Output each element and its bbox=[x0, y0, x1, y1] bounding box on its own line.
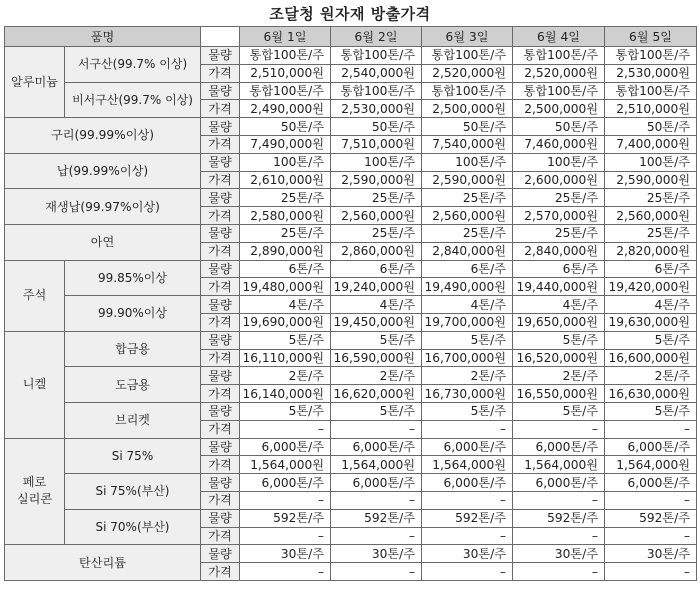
kind-label: 물량 bbox=[201, 438, 240, 456]
quantity-cell: 통합100톤/주 bbox=[331, 47, 422, 65]
kind-label: 가격 bbox=[201, 207, 240, 225]
quantity-cell: 25톤/주 bbox=[422, 189, 513, 207]
kind-label: 물량 bbox=[201, 509, 240, 527]
quantity-cell: 6톤/주 bbox=[605, 260, 697, 278]
kind-label: 가격 bbox=[201, 491, 240, 509]
price-cell: – bbox=[605, 563, 697, 581]
price-cell: – bbox=[240, 563, 331, 581]
quantity-cell: 25톤/주 bbox=[513, 189, 605, 207]
price-cell: 2,590,000원 bbox=[605, 171, 697, 189]
quantity-cell: 통합100톤/주 bbox=[513, 47, 605, 65]
quantity-cell: 25톤/주 bbox=[240, 189, 331, 207]
quantity-cell: 25톤/주 bbox=[240, 224, 331, 242]
sub-item-label: 99.90%이상 bbox=[65, 296, 201, 332]
price-cell: – bbox=[422, 527, 513, 545]
quantity-cell: 100톤/주 bbox=[605, 153, 697, 171]
price-cell: 2,500,000원 bbox=[422, 100, 513, 118]
price-cell: 2,890,000원 bbox=[240, 242, 331, 260]
quantity-cell: 2톤/주 bbox=[422, 367, 513, 385]
kind-label: 물량 bbox=[201, 367, 240, 385]
price-cell: – bbox=[513, 563, 605, 581]
sub-item-label: Si 75% bbox=[65, 438, 201, 474]
price-cell: 7,510,000원 bbox=[331, 135, 422, 153]
quantity-cell: 50톤/주 bbox=[422, 118, 513, 136]
price-cell: 2,530,000원 bbox=[605, 64, 697, 82]
quantity-cell: 6,000톤/주 bbox=[513, 474, 605, 492]
quantity-cell: 통합100톤/주 bbox=[240, 47, 331, 65]
price-cell: – bbox=[605, 420, 697, 438]
price-cell: 2,500,000원 bbox=[513, 100, 605, 118]
price-cell: – bbox=[422, 563, 513, 581]
price-cell: 19,700,000원 bbox=[422, 313, 513, 331]
quantity-cell: 4톤/주 bbox=[331, 296, 422, 314]
quantity-cell: 25톤/주 bbox=[605, 224, 697, 242]
kind-header bbox=[201, 27, 240, 47]
kind-label: 물량 bbox=[201, 118, 240, 136]
price-cell: 2,530,000원 bbox=[331, 100, 422, 118]
quantity-cell: 592톤/주 bbox=[331, 509, 422, 527]
date-header: 6월 3일 bbox=[422, 27, 513, 47]
item-label: 구리(99.99%이상) bbox=[5, 118, 201, 154]
group-label: 주석 bbox=[5, 260, 65, 331]
price-cell: 16,550,000원 bbox=[513, 385, 605, 403]
price-cell: 1,564,000원 bbox=[513, 456, 605, 474]
table-row bbox=[5, 367, 697, 385]
table-row bbox=[5, 509, 697, 527]
price-cell: – bbox=[513, 420, 605, 438]
quantity-cell: 통합100톤/주 bbox=[605, 47, 697, 65]
quantity-cell: 25톤/주 bbox=[513, 224, 605, 242]
quantity-cell: 4톤/주 bbox=[605, 296, 697, 314]
table-row bbox=[5, 260, 697, 278]
quantity-cell: 5톤/주 bbox=[331, 331, 422, 349]
date-header: 6월 1일 bbox=[240, 27, 331, 47]
quantity-cell: 30톤/주 bbox=[331, 545, 422, 563]
quantity-cell: 25톤/주 bbox=[331, 189, 422, 207]
quantity-cell: 통합100톤/주 bbox=[422, 47, 513, 65]
quantity-cell: 4톤/주 bbox=[513, 296, 605, 314]
price-cell: 7,490,000원 bbox=[240, 135, 331, 153]
price-cell: 2,840,000원 bbox=[422, 242, 513, 260]
table-row bbox=[5, 47, 697, 65]
item-label: 납(99.99%이상) bbox=[5, 153, 201, 189]
quantity-cell: 6,000톤/주 bbox=[240, 438, 331, 456]
table-row bbox=[5, 224, 697, 242]
price-cell: – bbox=[422, 491, 513, 509]
quantity-cell: 6,000톤/주 bbox=[240, 474, 331, 492]
price-cell: 16,110,000원 bbox=[240, 349, 331, 367]
sub-item-label: Si 70%(부산) bbox=[65, 509, 201, 545]
price-cell: 16,730,000원 bbox=[422, 385, 513, 403]
sub-item-label: 99.85%이상 bbox=[65, 260, 201, 296]
price-cell: 16,630,000원 bbox=[605, 385, 697, 403]
table-row bbox=[5, 402, 697, 420]
price-cell: – bbox=[331, 563, 422, 581]
price-cell: – bbox=[513, 491, 605, 509]
table-row bbox=[5, 545, 697, 563]
group-label: 페로 실리콘 bbox=[5, 438, 65, 545]
price-cell: 1,564,000원 bbox=[240, 456, 331, 474]
quantity-cell: 6,000톤/주 bbox=[331, 438, 422, 456]
kind-label: 물량 bbox=[201, 474, 240, 492]
kind-label: 물량 bbox=[201, 331, 240, 349]
price-cell: – bbox=[422, 420, 513, 438]
quantity-cell: 통합100톤/주 bbox=[422, 82, 513, 100]
kind-label: 가격 bbox=[201, 242, 240, 260]
quantity-cell: 30톤/주 bbox=[422, 545, 513, 563]
quantity-cell: 5톤/주 bbox=[422, 331, 513, 349]
quantity-cell: 2톤/주 bbox=[513, 367, 605, 385]
quantity-cell: 5톤/주 bbox=[605, 402, 697, 420]
quantity-cell: 6,000톤/주 bbox=[331, 474, 422, 492]
quantity-cell: 30톤/주 bbox=[240, 545, 331, 563]
table-row bbox=[5, 118, 697, 136]
quantity-cell: 100톤/주 bbox=[240, 153, 331, 171]
sub-item-label: 브리켓 bbox=[65, 402, 201, 438]
quantity-cell: 50톤/주 bbox=[240, 118, 331, 136]
group-label: 니켈 bbox=[5, 331, 65, 438]
sub-item-label: 합금용 bbox=[65, 331, 201, 367]
kind-label: 물량 bbox=[201, 153, 240, 171]
kind-label: 가격 bbox=[201, 171, 240, 189]
kind-label: 물량 bbox=[201, 545, 240, 563]
price-cell: 19,650,000원 bbox=[513, 313, 605, 331]
sub-item-label: 도금용 bbox=[65, 367, 201, 403]
kind-label: 물량 bbox=[201, 260, 240, 278]
quantity-cell: 50톤/주 bbox=[605, 118, 697, 136]
kind-label: 가격 bbox=[201, 278, 240, 296]
price-cell: 2,820,000원 bbox=[605, 242, 697, 260]
quantity-cell: 592톤/주 bbox=[513, 509, 605, 527]
price-cell: 7,400,000원 bbox=[605, 135, 697, 153]
sub-item-label: Si 75%(부산) bbox=[65, 474, 201, 510]
price-cell: – bbox=[331, 420, 422, 438]
price-cell: 19,240,000원 bbox=[331, 278, 422, 296]
quantity-cell: 2톤/주 bbox=[605, 367, 697, 385]
quantity-cell: 5톤/주 bbox=[240, 331, 331, 349]
price-cell: – bbox=[331, 527, 422, 545]
price-cell: 2,560,000원 bbox=[422, 207, 513, 225]
item-label: 탄산리튬 bbox=[5, 545, 201, 581]
quantity-cell: 592톤/주 bbox=[605, 509, 697, 527]
kind-label: 가격 bbox=[201, 527, 240, 545]
price-cell: 2,520,000원 bbox=[422, 64, 513, 82]
price-cell: 19,490,000원 bbox=[422, 278, 513, 296]
price-cell: 2,510,000원 bbox=[605, 100, 697, 118]
table-row bbox=[5, 189, 697, 207]
quantity-cell: 6,000톤/주 bbox=[422, 438, 513, 456]
kind-label: 가격 bbox=[201, 563, 240, 581]
quantity-cell: 5톤/주 bbox=[422, 402, 513, 420]
price-cell: 16,600,000원 bbox=[605, 349, 697, 367]
price-cell: 2,860,000원 bbox=[331, 242, 422, 260]
kind-label: 물량 bbox=[201, 47, 240, 65]
table-row bbox=[5, 82, 697, 100]
price-cell: 16,700,000원 bbox=[422, 349, 513, 367]
kind-label: 물량 bbox=[201, 402, 240, 420]
price-cell: 19,630,000원 bbox=[605, 313, 697, 331]
kind-label: 가격 bbox=[201, 313, 240, 331]
price-cell: 7,460,000원 bbox=[513, 135, 605, 153]
quantity-cell: 2톤/주 bbox=[331, 367, 422, 385]
price-table bbox=[4, 26, 697, 581]
price-cell: 2,840,000원 bbox=[513, 242, 605, 260]
kind-label: 가격 bbox=[201, 100, 240, 118]
quantity-cell: 25톤/주 bbox=[605, 189, 697, 207]
price-cell: 19,690,000원 bbox=[240, 313, 331, 331]
item-header: 품명 bbox=[5, 27, 201, 47]
date-header: 6월 4일 bbox=[513, 27, 605, 47]
quantity-cell: 5톤/주 bbox=[240, 402, 331, 420]
kind-label: 가격 bbox=[201, 456, 240, 474]
price-cell: – bbox=[605, 491, 697, 509]
table-row bbox=[5, 331, 697, 349]
sub-item-label: 서구산(99.7% 이상) bbox=[65, 47, 201, 83]
table-body bbox=[5, 47, 697, 581]
kind-label: 물량 bbox=[201, 224, 240, 242]
price-cell: 16,140,000원 bbox=[240, 385, 331, 403]
kind-label: 가격 bbox=[201, 135, 240, 153]
kind-label: 가격 bbox=[201, 349, 240, 367]
price-cell: 16,590,000원 bbox=[331, 349, 422, 367]
price-cell: 16,620,000원 bbox=[331, 385, 422, 403]
quantity-cell: 30톤/주 bbox=[605, 545, 697, 563]
price-cell: 19,420,000원 bbox=[605, 278, 697, 296]
quantity-cell: 5톤/주 bbox=[605, 331, 697, 349]
group-label: 알루미늄 bbox=[5, 47, 65, 118]
kind-label: 물량 bbox=[201, 296, 240, 314]
price-cell: 1,564,000원 bbox=[422, 456, 513, 474]
quantity-cell: 4톤/주 bbox=[240, 296, 331, 314]
quantity-cell: 592톤/주 bbox=[422, 509, 513, 527]
price-cell: 2,570,000원 bbox=[513, 207, 605, 225]
item-label: 아연 bbox=[5, 224, 201, 260]
price-cell: – bbox=[240, 491, 331, 509]
price-cell: 2,520,000원 bbox=[513, 64, 605, 82]
kind-label: 가격 bbox=[201, 64, 240, 82]
quantity-cell: 4톤/주 bbox=[422, 296, 513, 314]
quantity-cell: 100톤/주 bbox=[422, 153, 513, 171]
price-cell: – bbox=[240, 420, 331, 438]
page-title: 조달청 원자재 방출가격 bbox=[269, 5, 431, 23]
quantity-cell: 통합100톤/주 bbox=[605, 82, 697, 100]
price-cell: – bbox=[331, 491, 422, 509]
price-cell: 2,580,000원 bbox=[240, 207, 331, 225]
quantity-cell: 5톤/주 bbox=[513, 402, 605, 420]
kind-label: 물량 bbox=[201, 189, 240, 207]
price-cell: – bbox=[605, 527, 697, 545]
quantity-cell: 6톤/주 bbox=[513, 260, 605, 278]
price-cell: 2,600,000원 bbox=[513, 171, 605, 189]
price-cell: 2,590,000원 bbox=[331, 171, 422, 189]
quantity-cell: 30톤/주 bbox=[513, 545, 605, 563]
kind-label: 물량 bbox=[201, 82, 240, 100]
price-cell: – bbox=[240, 527, 331, 545]
price-cell: 7,540,000원 bbox=[422, 135, 513, 153]
table-row bbox=[5, 438, 697, 456]
table-row bbox=[5, 296, 697, 314]
quantity-cell: 50톤/주 bbox=[331, 118, 422, 136]
quantity-cell: 통합100톤/주 bbox=[513, 82, 605, 100]
price-cell: 1,564,000원 bbox=[605, 456, 697, 474]
quantity-cell: 25톤/주 bbox=[422, 224, 513, 242]
quantity-cell: 6,000톤/주 bbox=[605, 474, 697, 492]
date-header: 6월 2일 bbox=[331, 27, 422, 47]
quantity-cell: 100톤/주 bbox=[513, 153, 605, 171]
price-cell: 2,490,000원 bbox=[240, 100, 331, 118]
quantity-cell: 25톤/주 bbox=[331, 224, 422, 242]
price-cell: – bbox=[513, 527, 605, 545]
quantity-cell: 6톤/주 bbox=[240, 260, 331, 278]
kind-label: 가격 bbox=[201, 385, 240, 403]
item-label: 재생납(99.97%이상) bbox=[5, 189, 201, 225]
header-row bbox=[5, 27, 697, 47]
quantity-cell: 2톤/주 bbox=[240, 367, 331, 385]
quantity-cell: 5톤/주 bbox=[331, 402, 422, 420]
price-cell: 19,450,000원 bbox=[331, 313, 422, 331]
price-cell: 19,440,000원 bbox=[513, 278, 605, 296]
table-row bbox=[5, 474, 697, 492]
date-header: 6월 5일 bbox=[605, 27, 697, 47]
quantity-cell: 5톤/주 bbox=[513, 331, 605, 349]
quantity-cell: 592톤/주 bbox=[240, 509, 331, 527]
quantity-cell: 50톤/주 bbox=[513, 118, 605, 136]
quantity-cell: 6톤/주 bbox=[331, 260, 422, 278]
quantity-cell: 6,000톤/주 bbox=[422, 474, 513, 492]
price-cell: 2,610,000원 bbox=[240, 171, 331, 189]
price-cell: 2,510,000원 bbox=[240, 64, 331, 82]
sub-item-label: 비서구산(99.7% 이상) bbox=[65, 82, 201, 118]
quantity-cell: 100톤/주 bbox=[331, 153, 422, 171]
price-cell: 2,560,000원 bbox=[331, 207, 422, 225]
price-cell: 16,520,000원 bbox=[513, 349, 605, 367]
quantity-cell: 통합100톤/주 bbox=[331, 82, 422, 100]
quantity-cell: 6,000톤/주 bbox=[513, 438, 605, 456]
kind-label: 가격 bbox=[201, 420, 240, 438]
quantity-cell: 통합100톤/주 bbox=[240, 82, 331, 100]
quantity-cell: 6톤/주 bbox=[422, 260, 513, 278]
price-cell: 19,480,000원 bbox=[240, 278, 331, 296]
price-cell: 2,560,000원 bbox=[605, 207, 697, 225]
quantity-cell: 6,000톤/주 bbox=[605, 438, 697, 456]
price-cell: 2,590,000원 bbox=[422, 171, 513, 189]
table-row bbox=[5, 153, 697, 171]
price-cell: 2,540,000원 bbox=[331, 64, 422, 82]
price-cell: 1,564,000원 bbox=[331, 456, 422, 474]
